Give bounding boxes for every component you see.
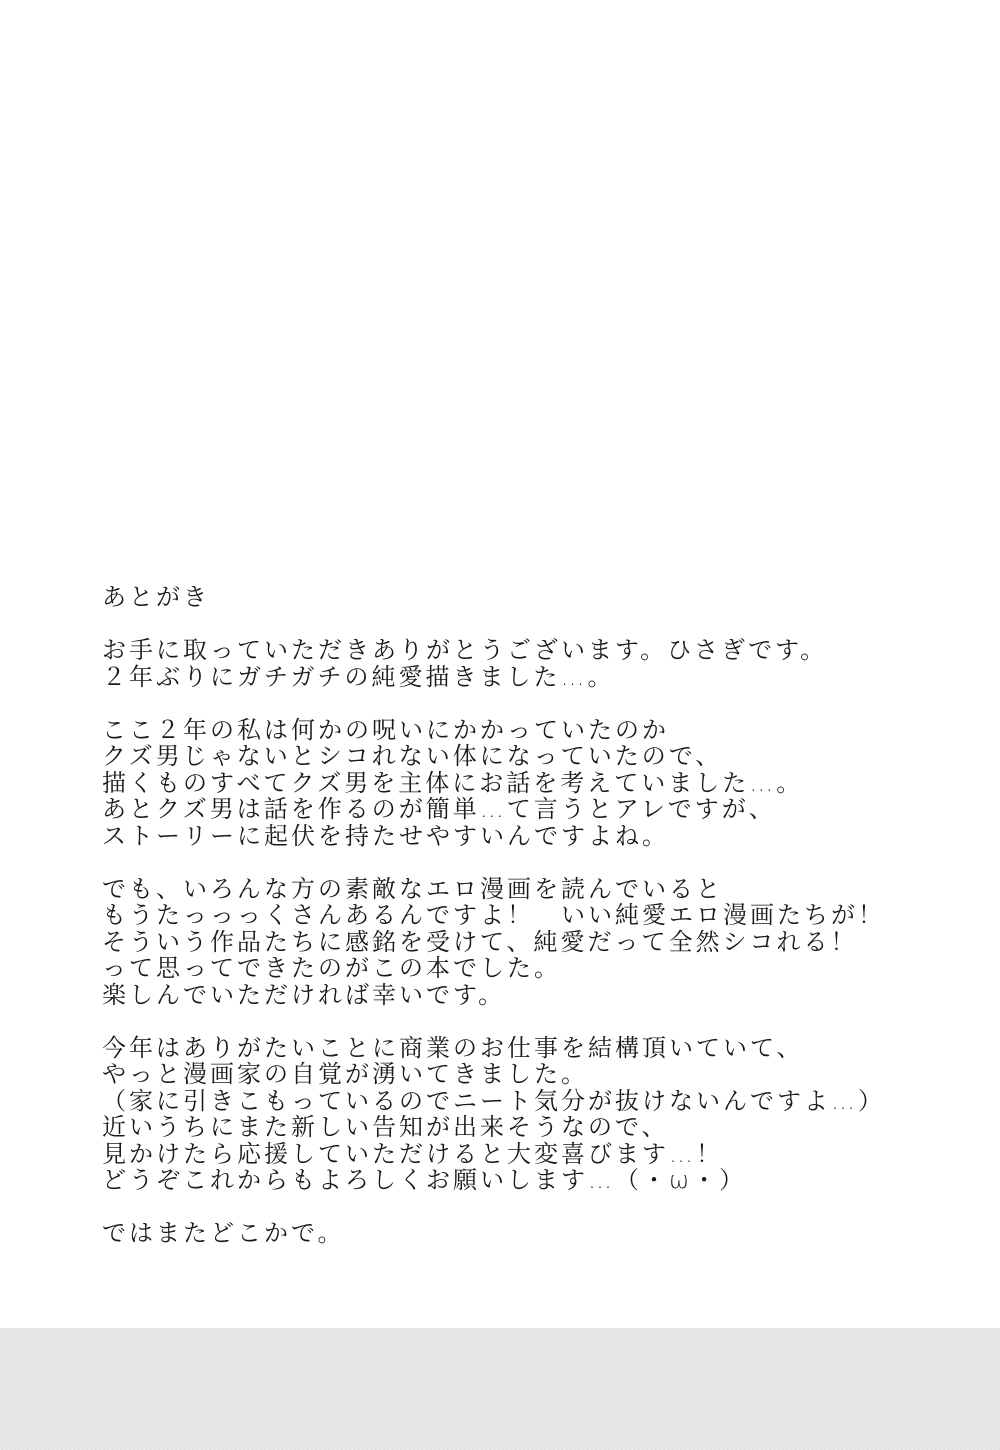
bottom-band xyxy=(0,1328,1000,1450)
paragraph-pure-love xyxy=(102,876,962,1009)
text-line: 楽しんでいただければ幸いです。 xyxy=(102,980,506,1009)
paragraph-past-two-years xyxy=(102,717,962,850)
text-line: 見かけたら応援していただけると大変喜びます…！ xyxy=(102,1139,723,1168)
text-line: ではまたどこかで。 xyxy=(102,1219,345,1247)
text-line: やっと漫画家の自覚が湧いてきました。 xyxy=(102,1060,588,1088)
text-line: もうたっっっくさんあるんですよ！ いい純愛エロ漫画たちが！ xyxy=(102,901,885,929)
text-line: どうぞこれからもよろしくお願いします…（・ω・） xyxy=(102,1166,747,1194)
text-line: でも、いろんな方の素敵なエロ漫画を読んでいると xyxy=(102,874,723,903)
text-line: クズ男じゃないとシコれない体になっていたので、 xyxy=(102,742,723,770)
afterword-text xyxy=(102,584,962,1247)
text-line: お手に取っていただきありがとうございます。ひさぎです。 xyxy=(102,636,828,664)
text-line: 描くものすべてクズ男を主体にお話を考えていました…。 xyxy=(102,768,804,797)
afterword-title: あとがき xyxy=(102,583,210,611)
text-line: 近いうちにまた新しい告知が出来そうなので、 xyxy=(102,1113,669,1141)
paragraph-thanks xyxy=(102,637,962,690)
text-line: って思ってできたのがこの本でした。 xyxy=(102,954,561,982)
text-line: ２年ぶりにガチガチの純愛描きました…。 xyxy=(102,662,615,691)
text-line: ストーリーに起伏を持たせやすいんですよね。 xyxy=(102,821,669,850)
text-line: ここ２年の私は何かの呪いにかかっていたのか xyxy=(102,715,669,744)
text-line: （家に引きこもっているのでニート気分が抜けないんですよ…） xyxy=(102,1086,885,1115)
paragraph-this-year xyxy=(102,1035,962,1194)
paragraph-farewell xyxy=(102,1220,962,1247)
text-line: そういう作品たちに感銘を受けて、純愛だって全然シコれる！ xyxy=(102,927,858,956)
text-line: 今年はありがたいことに商業のお仕事を結構頂いていて、 xyxy=(102,1033,804,1062)
text-line: あとクズ男は話を作るのが簡単…て言うとアレですが、 xyxy=(102,795,776,823)
